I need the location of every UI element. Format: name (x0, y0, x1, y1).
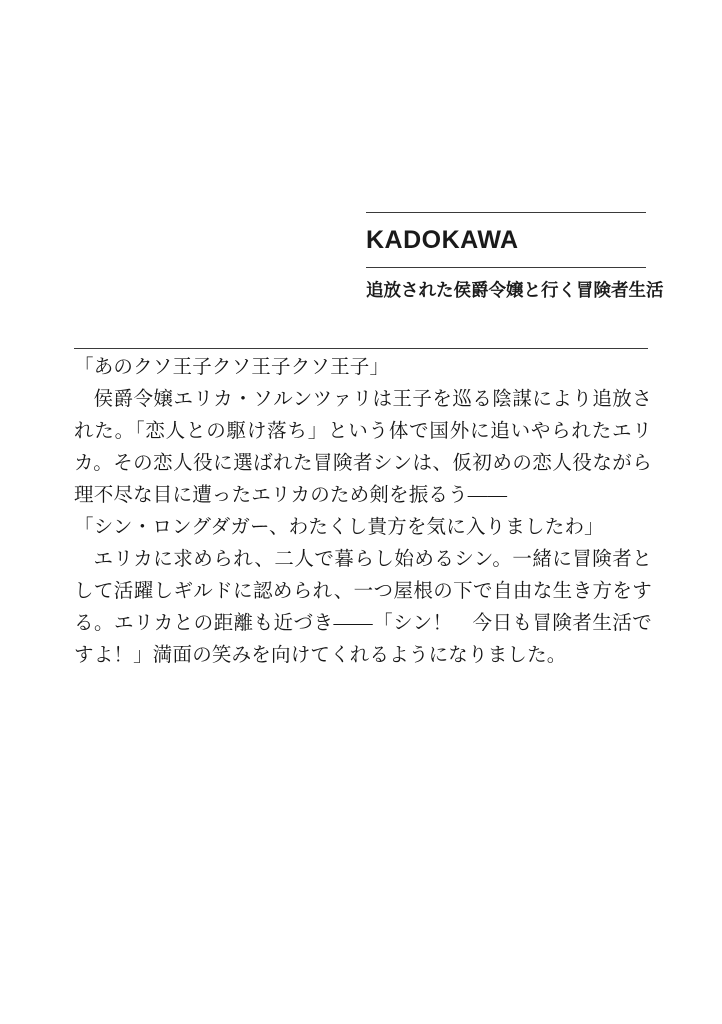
divider-top (366, 212, 646, 213)
divider-body-top (74, 348, 648, 349)
publisher-block (366, 212, 664, 301)
divider-middle (366, 267, 646, 268)
blurb-paragraph-4: エリカに求められ、二人で暮らし始めるシン。一緒に冒険者として活躍しギルドに認められ、一つ屋根の下で自由な生き方をする。エリカとの距離も近づき――「シン！ 今日も冒険者生活ですよ！」満面の笑みを向けてくれるようになりました。 (74, 548, 652, 666)
blurb-paragraph-2: 侯爵令嬢エリカ・ソルンツァリは王子を巡る陰謀により追放された。「恋人との駆け落ち」という体で国外に追いやられたエリカ。その恋人役に選ばれた冒険者シンは、仮初めの恋人役ながら理不尽な目に遭ったエリカのため剣を振るう―― (74, 388, 652, 506)
book-title: 追放された侯爵令嬢と行く冒険者生活 (366, 280, 664, 301)
publisher-logo-text: KADOKAWA (366, 226, 519, 254)
blurb-text (74, 352, 652, 672)
blurb-paragraph-1: 「あのクソ王子クソ王子クソ王子」 (74, 357, 390, 378)
blurb-paragraph-3: 「シン・ロングダガー、わたくし貴方を気に入りましたわ」 (74, 516, 604, 538)
